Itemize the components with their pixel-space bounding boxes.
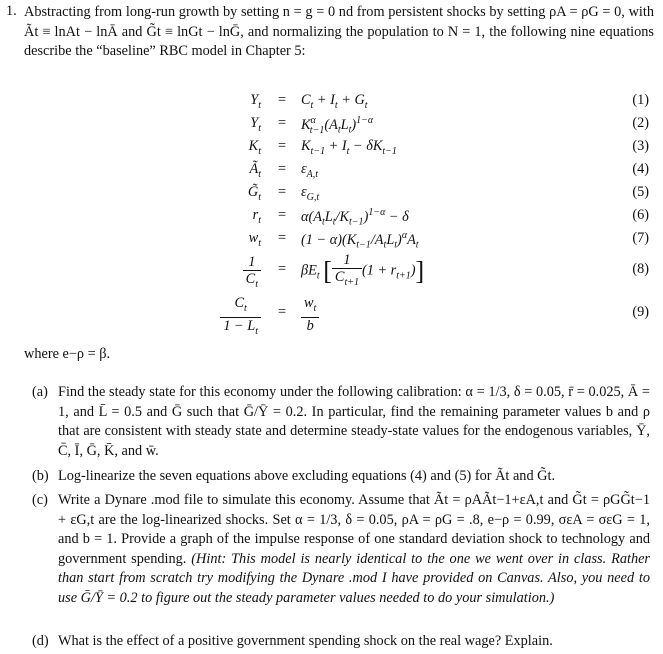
- equation-3: $K_t$ = $K_{t-1} + I_t - \delta K_{t-1}$ (3): [248, 138, 649, 157]
- equation-lhs: $Y_t$: [250, 92, 261, 111]
- part-text: Find the steady state for this economy under the following calibration: α = 1/3, δ = 0.05, r̄ = 0.025, Ā = 1, and L̄ = 0.5 and Ḡ such that Ḡ/Ȳ = 0.2. In particular, find the remaining parameter values b and ρ that are consistent with steady state and determine steady-state values for the endogenous variables, Ȳ, C̄, Ī, Ḡ, K̄, and w̄.: [58, 384, 650, 459]
- equation-6: $r_t$ = $\alpha(A_tL_t/K_{t-1})^{1-\alpha} - \delta$ (6): [252, 207, 649, 228]
- equation-7: $w_t$ = $(1 - \alpha)(K_{t-1}/A_tL_t)^\alpha A_t$ (7): [248, 230, 649, 251]
- part-label: (c): [32, 492, 48, 508]
- part-text: Log-linearize the seven equations above excluding equations (4) and (5) for Ãt and G̃t.: [58, 468, 556, 484]
- equation-tag: (2): [632, 115, 649, 131]
- where-clause: where e−ρ = β.: [24, 346, 111, 362]
- equation-tag: (1): [632, 92, 649, 108]
- equation-rhs: $C_t + I_t + G_t$: [301, 92, 368, 111]
- equation-8: $\frac{1}{C_t}$ = $\beta E_t$ [ $\frac{1}{C_{t+1}}$ $(1 + r_{t+1})$] (8): [0, 252, 663, 288]
- equation-5: $G̃_t$ = $\varepsilon_{G,t}$ (5): [247, 184, 649, 203]
- hint-text: (Hint: This model is nearly identical to the one we went over in class. Rather than start from scratch try modifying the Dynare .mod I have provided on Canvas. Also, you need to use Ḡ/Ȳ = 0.2 to figure out the steady parameter values needed to do your simulation.): [58, 550, 650, 606]
- equation-9: $\frac{C_t}{1 - L_t}$ = $\frac{w_t}{b}$ (9): [0, 293, 663, 333]
- part-label: (a): [32, 384, 48, 400]
- part-text-main: Write a Dynare .mod file to simulate this economy. Assume that Ãt = ρAÃt−1+εA,t and G̃t = ρGG̃t−1 + εG,t are the log-linearized shocks. Set α = 1/3, δ = 0.05, ρA = ρG = .8, e−ρ = 0.99, σεA = σεG = 1, and b = 1. Provide a graph of the impulse response of one standard deviation shock to technology and government spending.: [58, 492, 650, 567]
- problem-intro: Abstracting from long-run growth by setting n = g = 0 nd from persistent shocks by setting ρA = ρG = 0, with Ãt ≡ lnAt − lnĀ and G̃t ≡ lnGt − lnḠ, and normalizing the population to N = 1, the following nine equations describe the “baseline” RBC model in Chapter 5:: [24, 4, 654, 59]
- part-text: What is the effect of a positive government spending shock on the real wage? Explain.: [58, 633, 553, 649]
- equation-1: $Y_t$ = $C_t + I_t + G_t$ (1): [250, 92, 649, 111]
- part-label: (d): [32, 633, 49, 649]
- equation-4: $Ã_t$ = $\varepsilon_{A,t}$ (4): [249, 161, 649, 180]
- part-text: [58, 491, 650, 608]
- equation-2: $Y_t$ = $K^\alpha_{t-1}(A_tL_t)^{1-\alpha}$ (2): [250, 115, 649, 136]
- equation-tag: (7): [632, 230, 649, 246]
- part-label: (b): [32, 468, 49, 484]
- equation-tag: (4): [632, 161, 649, 177]
- problem-number: 1.: [6, 3, 17, 19]
- equation-tag: (5): [632, 184, 649, 200]
- equation-tag: (9): [632, 304, 649, 320]
- equation-tag: (6): [632, 207, 649, 223]
- equation-tag: (8): [632, 261, 649, 277]
- equation-tag: (3): [632, 138, 649, 154]
